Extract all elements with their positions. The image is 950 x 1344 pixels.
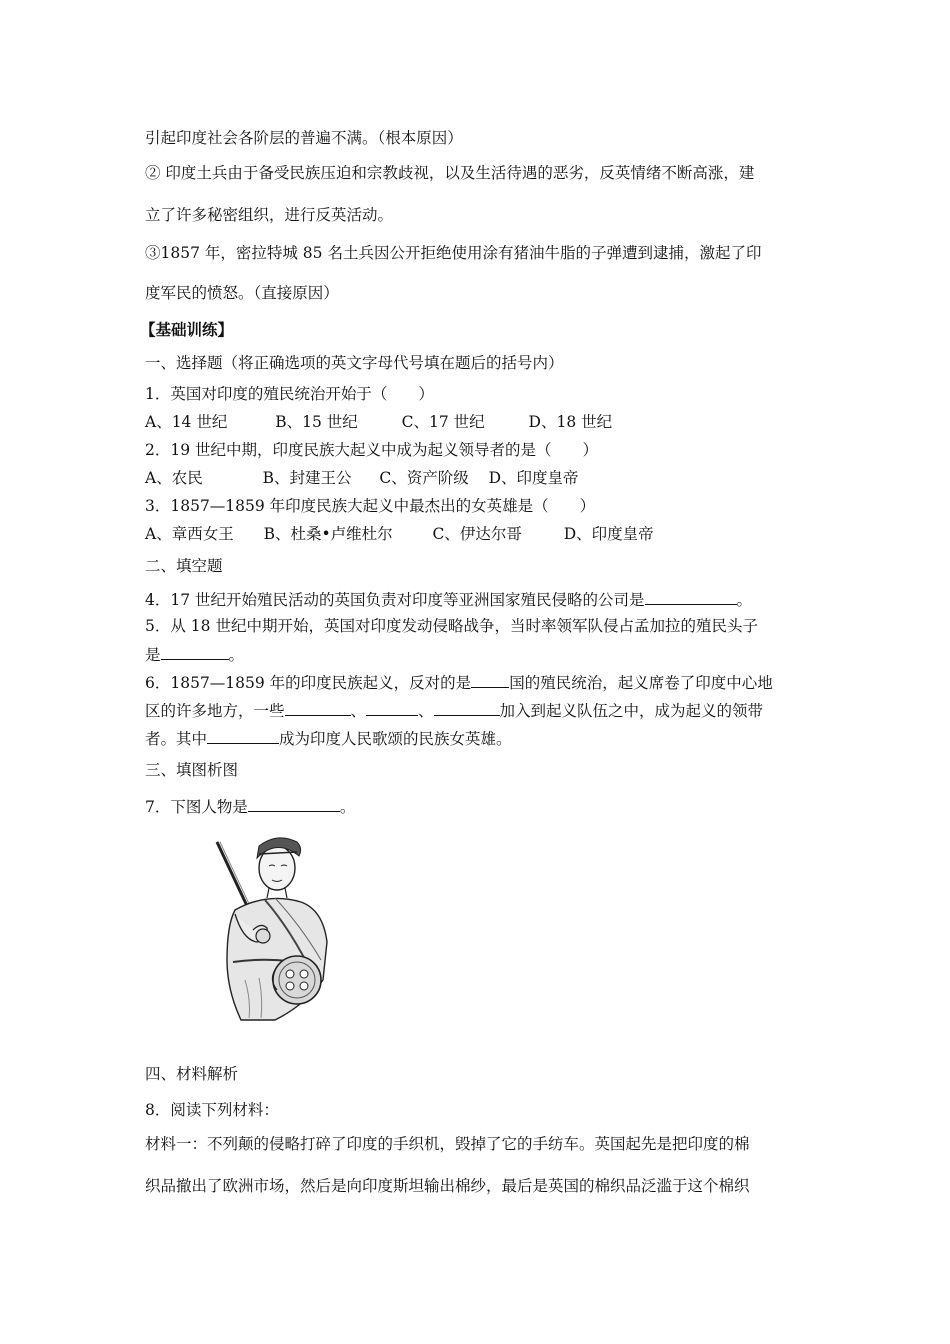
intro-line-1: 引起印度社会各阶层的普遍不满。（根本原因） — [145, 129, 463, 147]
question-6-text-g: 者。其中 — [145, 730, 208, 748]
q3-option-c: C、伊达尔哥 — [432, 525, 522, 543]
q2-option-b: B、封建王公 — [262, 469, 352, 487]
question-4-text: 4．17 世纪开始殖民活动的英国负责对印度等亚洲国家殖民侵略的公司是 — [145, 591, 645, 609]
question-6-line-2 — [145, 699, 763, 721]
question-4 — [145, 588, 752, 610]
answer-blank-4[interactable] — [645, 588, 737, 605]
question-5-line-2 — [145, 643, 244, 665]
question-2-options — [145, 468, 579, 488]
part3-heading: 三、填图析图 — [145, 761, 239, 779]
part1-heading: 一、选择题（将正确选项的英文字母代号填在题后的括号内） — [145, 354, 564, 372]
question-1: 1．英国对印度的殖民统治开始于（ ） — [145, 385, 434, 403]
q1-option-c: C、17 世纪 — [401, 413, 485, 431]
question-7-end: 。 — [339, 798, 356, 816]
question-3-options — [145, 524, 654, 544]
question-7 — [145, 795, 355, 817]
part2-heading: 二、填空题 — [145, 557, 223, 575]
q1-option-a: A、14 世纪 — [145, 413, 228, 431]
answer-blank-6a[interactable] — [471, 671, 509, 688]
question-6-line-3 — [145, 727, 512, 749]
question-5-end: 。 — [228, 646, 245, 664]
section-title: 【基础训练】 — [140, 320, 234, 339]
q2-option-c: C、资产阶级 — [379, 469, 469, 487]
part4-heading: 四、材料解析 — [145, 1065, 239, 1083]
answer-blank-7[interactable] — [248, 795, 340, 812]
q3-option-d: D、印度皇帝 — [563, 525, 654, 543]
question-6-text-b: 国的殖民统治，起义席卷了印度中心地 — [509, 674, 773, 692]
question-8: 8．阅读下列材料： — [145, 1101, 279, 1119]
question-2: 2．19 世纪中期，印度民族大起义中成为起义领导者的是（ ） — [145, 441, 599, 459]
answer-blank-6d[interactable] — [434, 699, 500, 716]
q3-option-b: B、杜桑•卢维杜尔 — [263, 525, 393, 543]
question-3: 3．1857—1859 年印度民族大起义中最杰出的女英雄是（ ） — [145, 497, 596, 515]
q2-option-d: D、印度皇帝 — [488, 469, 579, 487]
question-6-sep-2: 、 — [418, 702, 434, 720]
intro-line-3: 立了许多秘密组织，进行反英活动。 — [145, 206, 394, 224]
q3-option-a: A、章西女王 — [145, 525, 234, 543]
question-6-text-h: 成为印度人民歌颂的民族女英雄。 — [279, 730, 512, 748]
answer-blank-6c[interactable] — [366, 699, 418, 716]
question-4-end: 。 — [736, 591, 753, 609]
answer-blank-6b[interactable] — [285, 699, 351, 716]
question-6-sep-1: 、 — [350, 702, 367, 720]
material-1-line-1: 材料一：不列颠的侵略打碎了印度的手织机，毁掉了它的手纺车。英国起先是把印度的棉 — [145, 1135, 750, 1153]
q2-option-a: A、农民 — [145, 469, 203, 487]
question-6-text-a: 6．1857—1859 年的印度民族起义，反对的是 — [145, 674, 472, 692]
question-5-text: 是 — [145, 646, 161, 664]
material-1-line-2: 织品撤出了欧洲市场，然后是向印度斯坦输出棉纱，最后是英国的棉织品泛滥于这个棉织 — [145, 1177, 750, 1195]
q1-option-b: B、15 世纪 — [275, 413, 358, 431]
answer-blank-6e[interactable] — [207, 727, 279, 744]
intro-line-2: ② 印度土兵由于备受民族压迫和宗教歧视，以及生活待遇的恶劣，反英情绪不断高涨，建 — [145, 164, 755, 182]
answer-blank-5[interactable] — [161, 643, 229, 660]
question-1-options — [145, 412, 612, 432]
intro-line-4: ③1857 年，密拉特城 85 名土兵因公开拒绝使用涂有猪油牛脂的子弹遭到逮捕，激起了印 — [145, 244, 762, 262]
intro-line-5: 度军民的愤怒。（直接原因） — [145, 284, 339, 302]
question-6-text-f: 加入到起义队伍之中，成为起义的领带 — [499, 702, 764, 720]
question-6-line-1 — [145, 671, 773, 693]
question-5-line-1: 5．从 18 世纪中期开始，英国对印度发动侵略战争，当时率领军队侵占孟加拉的殖民头子 — [145, 617, 758, 635]
woman-warrior-sword-shield-drawing-icon — [205, 830, 345, 1025]
q1-option-d: D、18 世纪 — [528, 413, 613, 431]
question-6-text-c: 区的许多地方，一些 — [145, 702, 285, 720]
question-7-text: 7．下图人物是 — [145, 798, 248, 816]
